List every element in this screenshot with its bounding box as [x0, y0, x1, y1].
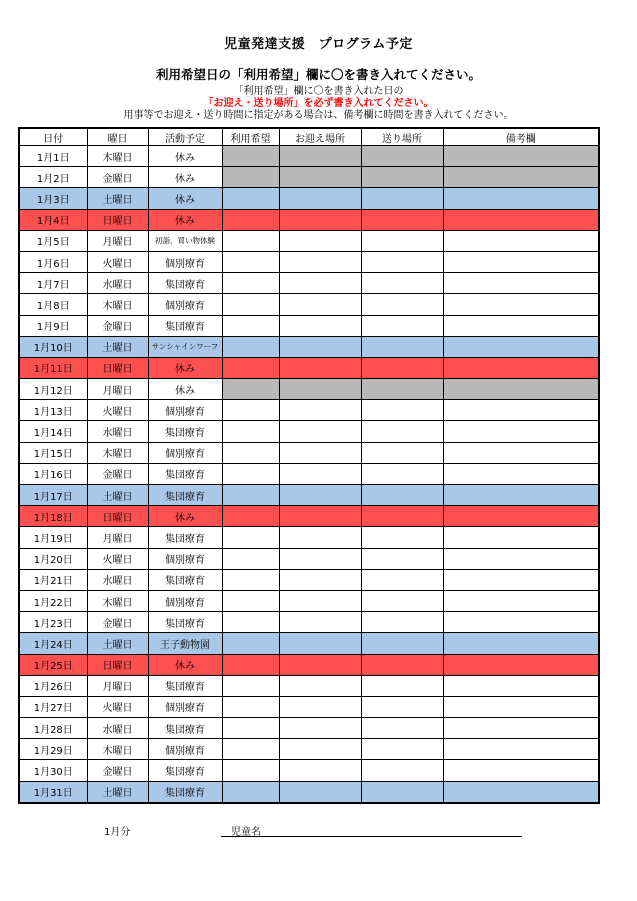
- weekday-cell: 日曜日: [87, 506, 148, 527]
- remarks-cell[interactable]: [443, 527, 599, 548]
- pickup-cell[interactable]: [279, 506, 361, 527]
- dropoff-cell[interactable]: [361, 273, 443, 294]
- activity-cell: 休み: [148, 379, 222, 400]
- remarks-cell[interactable]: [443, 718, 599, 739]
- table-row: [19, 739, 599, 760]
- table-row: [19, 569, 599, 590]
- attendance-cell[interactable]: [222, 209, 279, 230]
- remarks-cell[interactable]: [443, 336, 599, 357]
- attendance-cell[interactable]: [222, 718, 279, 739]
- attendance-cell[interactable]: [222, 230, 279, 251]
- activity-cell: 個別療育: [148, 548, 222, 569]
- table-row: [19, 357, 599, 378]
- date-cell: 1月16日: [19, 463, 87, 484]
- dropoff-cell[interactable]: [361, 485, 443, 506]
- date-cell: 1月26日: [19, 675, 87, 696]
- instruction-main: 利用希望日の「利用希望」欄に〇を書き入れてください。: [155, 67, 481, 82]
- weekday-cell: 火曜日: [87, 696, 148, 717]
- table-row: [19, 442, 599, 463]
- weekday-cell: 木曜日: [87, 442, 148, 463]
- remarks-cell[interactable]: [443, 612, 599, 633]
- remarks-cell: [443, 167, 599, 188]
- activity-cell: 休み: [148, 209, 222, 230]
- date-cell: 1月14日: [19, 421, 87, 442]
- activity-cell: 集団療育: [148, 781, 222, 803]
- activity-cell: 休み: [148, 654, 222, 675]
- table-row: [19, 633, 599, 654]
- table-row: [19, 273, 599, 294]
- dropoff-cell[interactable]: [361, 548, 443, 569]
- dropoff-cell[interactable]: [361, 209, 443, 230]
- table-header-row: [19, 128, 599, 146]
- remarks-cell[interactable]: [443, 590, 599, 611]
- attendance-cell[interactable]: [222, 654, 279, 675]
- pickup-cell: [279, 379, 361, 400]
- activity-cell: 初詣、買い物体験: [148, 230, 222, 251]
- table-row: [19, 209, 599, 230]
- attendance-cell[interactable]: [222, 188, 279, 209]
- remarks-cell[interactable]: [443, 273, 599, 294]
- pickup-cell[interactable]: [279, 590, 361, 611]
- table-row: [19, 336, 599, 357]
- weekday-cell: 水曜日: [87, 421, 148, 442]
- activity-cell: 集団療育: [148, 315, 222, 336]
- weekday-cell: 日曜日: [87, 654, 148, 675]
- pickup-cell[interactable]: [279, 209, 361, 230]
- weekday-cell: 土曜日: [87, 633, 148, 654]
- pickup-cell[interactable]: [279, 188, 361, 209]
- dropoff-cell: [361, 167, 443, 188]
- table-row: [19, 506, 599, 527]
- dropoff-cell[interactable]: [361, 569, 443, 590]
- remarks-cell[interactable]: [443, 357, 599, 378]
- activity-cell: 休み: [148, 357, 222, 378]
- remarks-cell[interactable]: [443, 654, 599, 675]
- pickup-cell[interactable]: [279, 781, 361, 803]
- pickup-cell[interactable]: [279, 357, 361, 378]
- attendance-cell[interactable]: [222, 633, 279, 654]
- pickup-cell: [279, 146, 361, 167]
- pickup-cell[interactable]: [279, 569, 361, 590]
- activity-cell: 個別療育: [148, 251, 222, 272]
- weekday-cell: 土曜日: [87, 781, 148, 803]
- remarks-cell[interactable]: [443, 294, 599, 315]
- pickup-cell[interactable]: [279, 718, 361, 739]
- dropoff-cell[interactable]: [361, 633, 443, 654]
- date-cell: 1月8日: [19, 294, 87, 315]
- attendance-cell: [222, 167, 279, 188]
- activity-cell: 集団療育: [148, 527, 222, 548]
- dropoff-cell[interactable]: [361, 612, 443, 633]
- activity-cell: 休み: [148, 167, 222, 188]
- attendance-cell[interactable]: [222, 506, 279, 527]
- attendance-cell[interactable]: [222, 357, 279, 378]
- remarks-cell[interactable]: [443, 400, 599, 421]
- activity-cell: 集団療育: [148, 675, 222, 696]
- pickup-cell[interactable]: [279, 421, 361, 442]
- weekday-cell: 金曜日: [87, 760, 148, 781]
- attendance-cell[interactable]: [222, 696, 279, 717]
- dropoff-cell[interactable]: [361, 188, 443, 209]
- pickup-cell[interactable]: [279, 527, 361, 548]
- date-cell: 1月18日: [19, 506, 87, 527]
- date-cell: 1月21日: [19, 569, 87, 590]
- table-row: [19, 251, 599, 272]
- table-row: [19, 612, 599, 633]
- table-row: [19, 400, 599, 421]
- remarks-cell[interactable]: [443, 251, 599, 272]
- dropoff-cell[interactable]: [361, 315, 443, 336]
- activity-cell: 休み: [148, 146, 222, 167]
- weekday-cell: 日曜日: [87, 357, 148, 378]
- date-cell: 1月31日: [19, 781, 87, 803]
- remarks-cell[interactable]: [443, 506, 599, 527]
- weekday-cell: 水曜日: [87, 718, 148, 739]
- footer-month: 1月分: [104, 827, 131, 838]
- date-cell: 1月15日: [19, 442, 87, 463]
- date-cell: 1月28日: [19, 718, 87, 739]
- table-row: [19, 315, 599, 336]
- pickup-cell[interactable]: [279, 612, 361, 633]
- dropoff-cell[interactable]: [361, 442, 443, 463]
- table-row: [19, 654, 599, 675]
- attendance-cell[interactable]: [222, 760, 279, 781]
- dropoff-cell[interactable]: [361, 760, 443, 781]
- activity-cell: 集団療育: [148, 612, 222, 633]
- dropoff-cell[interactable]: [361, 781, 443, 803]
- date-cell: 1月20日: [19, 548, 87, 569]
- child-name-label: 児童名: [231, 827, 261, 838]
- weekday-cell: 木曜日: [87, 146, 148, 167]
- instruction-note-3: 用事等でお迎え・送り時間に指定がある場合は、備考欄に時間を書き入れてください。: [123, 110, 514, 121]
- table-row: [19, 485, 599, 506]
- dropoff-cell[interactable]: [361, 294, 443, 315]
- remarks-cell[interactable]: [443, 188, 599, 209]
- table-row: [19, 146, 599, 167]
- dropoff-cell[interactable]: [361, 590, 443, 611]
- remarks-cell[interactable]: [443, 760, 599, 781]
- page-title: 児童発達支援 プログラム予定: [224, 37, 413, 52]
- weekday-cell: 月曜日: [87, 527, 148, 548]
- attendance-cell[interactable]: [222, 569, 279, 590]
- dropoff-cell[interactable]: [361, 336, 443, 357]
- dropoff-cell[interactable]: [361, 718, 443, 739]
- attendance-cell[interactable]: [222, 781, 279, 803]
- attendance-cell[interactable]: [222, 442, 279, 463]
- weekday-cell: 金曜日: [87, 463, 148, 484]
- activity-cell: 集団療育: [148, 463, 222, 484]
- remarks-cell[interactable]: [443, 485, 599, 506]
- remarks-cell[interactable]: [443, 569, 599, 590]
- table-row: [19, 230, 599, 251]
- col-header-dropoff: 送り場所: [361, 128, 443, 146]
- date-cell: 1月25日: [19, 654, 87, 675]
- table-row: [19, 294, 599, 315]
- weekday-cell: 月曜日: [87, 379, 148, 400]
- date-cell: 1月6日: [19, 251, 87, 272]
- activity-cell: 集団療育: [148, 421, 222, 442]
- table-row: [19, 590, 599, 611]
- remarks-cell[interactable]: [443, 442, 599, 463]
- dropoff-cell[interactable]: [361, 739, 443, 760]
- date-cell: 1月29日: [19, 739, 87, 760]
- table-row: [19, 696, 599, 717]
- date-cell: 1月27日: [19, 696, 87, 717]
- date-cell: 1月3日: [19, 188, 87, 209]
- weekday-cell: 火曜日: [87, 400, 148, 421]
- attendance-cell[interactable]: [222, 590, 279, 611]
- activity-cell: 王子動物園: [148, 633, 222, 654]
- activity-cell: 集団療育: [148, 485, 222, 506]
- date-cell: 1月17日: [19, 485, 87, 506]
- remarks-cell[interactable]: [443, 315, 599, 336]
- col-header-attendance: 利用希望: [222, 128, 279, 146]
- weekday-cell: 木曜日: [87, 294, 148, 315]
- remarks-cell[interactable]: [443, 633, 599, 654]
- attendance-cell[interactable]: [222, 273, 279, 294]
- pickup-cell[interactable]: [279, 336, 361, 357]
- table-row: [19, 675, 599, 696]
- pickup-cell[interactable]: [279, 739, 361, 760]
- date-cell: 1月23日: [19, 612, 87, 633]
- attendance-cell[interactable]: [222, 421, 279, 442]
- dropoff-cell[interactable]: [361, 421, 443, 442]
- date-cell: 1月2日: [19, 167, 87, 188]
- table-row: [19, 781, 599, 803]
- weekday-cell: 火曜日: [87, 548, 148, 569]
- remarks-cell[interactable]: [443, 548, 599, 569]
- col-header-weekday: 曜日: [87, 128, 148, 146]
- activity-cell: 個別療育: [148, 590, 222, 611]
- activity-cell: 休み: [148, 188, 222, 209]
- weekday-cell: 水曜日: [87, 273, 148, 294]
- attendance-cell[interactable]: [222, 400, 279, 421]
- dropoff-cell[interactable]: [361, 463, 443, 484]
- remarks-cell: [443, 146, 599, 167]
- dropoff-cell[interactable]: [361, 527, 443, 548]
- pickup-cell[interactable]: [279, 273, 361, 294]
- remarks-cell[interactable]: [443, 230, 599, 251]
- pickup-cell[interactable]: [279, 251, 361, 272]
- table-row: [19, 167, 599, 188]
- attendance-cell[interactable]: [222, 612, 279, 633]
- attendance-cell[interactable]: [222, 336, 279, 357]
- weekday-cell: 土曜日: [87, 336, 148, 357]
- attendance-cell[interactable]: [222, 294, 279, 315]
- dropoff-cell[interactable]: [361, 696, 443, 717]
- pickup-cell[interactable]: [279, 463, 361, 484]
- dropoff-cell[interactable]: [361, 506, 443, 527]
- pickup-cell[interactable]: [279, 633, 361, 654]
- date-cell: 1月22日: [19, 590, 87, 611]
- date-cell: 1月12日: [19, 379, 87, 400]
- attendance-cell[interactable]: [222, 315, 279, 336]
- dropoff-cell: [361, 379, 443, 400]
- date-cell: 1月11日: [19, 357, 87, 378]
- remarks-cell: [443, 379, 599, 400]
- activity-cell: サンシャインワーフ: [148, 336, 222, 357]
- weekday-cell: 月曜日: [87, 230, 148, 251]
- date-cell: 1月9日: [19, 315, 87, 336]
- pickup-cell[interactable]: [279, 760, 361, 781]
- table-row: [19, 718, 599, 739]
- weekday-cell: 金曜日: [87, 612, 148, 633]
- activity-cell: 個別療育: [148, 400, 222, 421]
- remarks-cell[interactable]: [443, 739, 599, 760]
- remarks-cell[interactable]: [443, 421, 599, 442]
- date-cell: 1月4日: [19, 209, 87, 230]
- remarks-cell[interactable]: [443, 696, 599, 717]
- table-row: [19, 379, 599, 400]
- activity-cell: 集団療育: [148, 760, 222, 781]
- child-name-field[interactable]: [221, 836, 522, 837]
- col-header-date: 日付: [19, 128, 87, 146]
- dropoff-cell[interactable]: [361, 654, 443, 675]
- date-cell: 1月10日: [19, 336, 87, 357]
- activity-cell: 個別療育: [148, 442, 222, 463]
- pickup-cell[interactable]: [279, 675, 361, 696]
- col-header-activity: 活動予定: [148, 128, 222, 146]
- schedule-body: [19, 146, 599, 803]
- weekday-cell: 金曜日: [87, 315, 148, 336]
- table-row: [19, 548, 599, 569]
- dropoff-cell[interactable]: [361, 675, 443, 696]
- pickup-cell: [279, 167, 361, 188]
- weekday-cell: 土曜日: [87, 485, 148, 506]
- remarks-cell[interactable]: [443, 463, 599, 484]
- dropoff-cell[interactable]: [361, 400, 443, 421]
- pickup-cell[interactable]: [279, 548, 361, 569]
- activity-cell: 個別療育: [148, 294, 222, 315]
- remarks-cell[interactable]: [443, 781, 599, 803]
- table-row: [19, 463, 599, 484]
- activity-cell: 集団療育: [148, 718, 222, 739]
- instruction-note-1: 「利用希望」欄に〇を書き入れた日の: [233, 86, 404, 97]
- date-cell: 1月19日: [19, 527, 87, 548]
- weekday-cell: 金曜日: [87, 167, 148, 188]
- weekday-cell: 日曜日: [87, 209, 148, 230]
- dropoff-cell[interactable]: [361, 357, 443, 378]
- pickup-cell[interactable]: [279, 230, 361, 251]
- date-cell: 1月13日: [19, 400, 87, 421]
- attendance-cell[interactable]: [222, 739, 279, 760]
- dropoff-cell[interactable]: [361, 251, 443, 272]
- activity-cell: 個別療育: [148, 696, 222, 717]
- date-cell: 1月30日: [19, 760, 87, 781]
- pickup-cell[interactable]: [279, 696, 361, 717]
- activity-cell: 集団療育: [148, 273, 222, 294]
- attendance-cell[interactable]: [222, 675, 279, 696]
- col-header-pickup: お迎え場所: [279, 128, 361, 146]
- remarks-cell[interactable]: [443, 209, 599, 230]
- weekday-cell: 火曜日: [87, 251, 148, 272]
- activity-cell: 集団療育: [148, 569, 222, 590]
- table-row: [19, 527, 599, 548]
- attendance-cell[interactable]: [222, 548, 279, 569]
- attendance-cell[interactable]: [222, 485, 279, 506]
- attendance-cell[interactable]: [222, 251, 279, 272]
- date-cell: 1月5日: [19, 230, 87, 251]
- activity-cell: 休み: [148, 506, 222, 527]
- pickup-cell[interactable]: [279, 315, 361, 336]
- table-row: [19, 760, 599, 781]
- attendance-cell: [222, 379, 279, 400]
- date-cell: 1月24日: [19, 633, 87, 654]
- instruction-note-required: 「お迎え・送り場所」を必ず書き入れてください。: [203, 98, 434, 109]
- pickup-cell[interactable]: [279, 442, 361, 463]
- activity-cell: 個別療育: [148, 739, 222, 760]
- dropoff-cell: [361, 146, 443, 167]
- pickup-cell[interactable]: [279, 485, 361, 506]
- pickup-cell[interactable]: [279, 654, 361, 675]
- remarks-cell[interactable]: [443, 675, 599, 696]
- col-header-remarks: 備考欄: [443, 128, 599, 146]
- weekday-cell: 水曜日: [87, 569, 148, 590]
- pickup-cell[interactable]: [279, 294, 361, 315]
- attendance-cell[interactable]: [222, 527, 279, 548]
- weekday-cell: 木曜日: [87, 739, 148, 760]
- weekday-cell: 木曜日: [87, 590, 148, 611]
- attendance-cell: [222, 146, 279, 167]
- pickup-cell[interactable]: [279, 400, 361, 421]
- table-row: [19, 421, 599, 442]
- table-row: [19, 188, 599, 209]
- dropoff-cell[interactable]: [361, 230, 443, 251]
- attendance-cell[interactable]: [222, 463, 279, 484]
- date-cell: 1月7日: [19, 273, 87, 294]
- weekday-cell: 月曜日: [87, 675, 148, 696]
- date-cell: 1月1日: [19, 146, 87, 167]
- schedule-table: [18, 127, 600, 804]
- weekday-cell: 土曜日: [87, 188, 148, 209]
